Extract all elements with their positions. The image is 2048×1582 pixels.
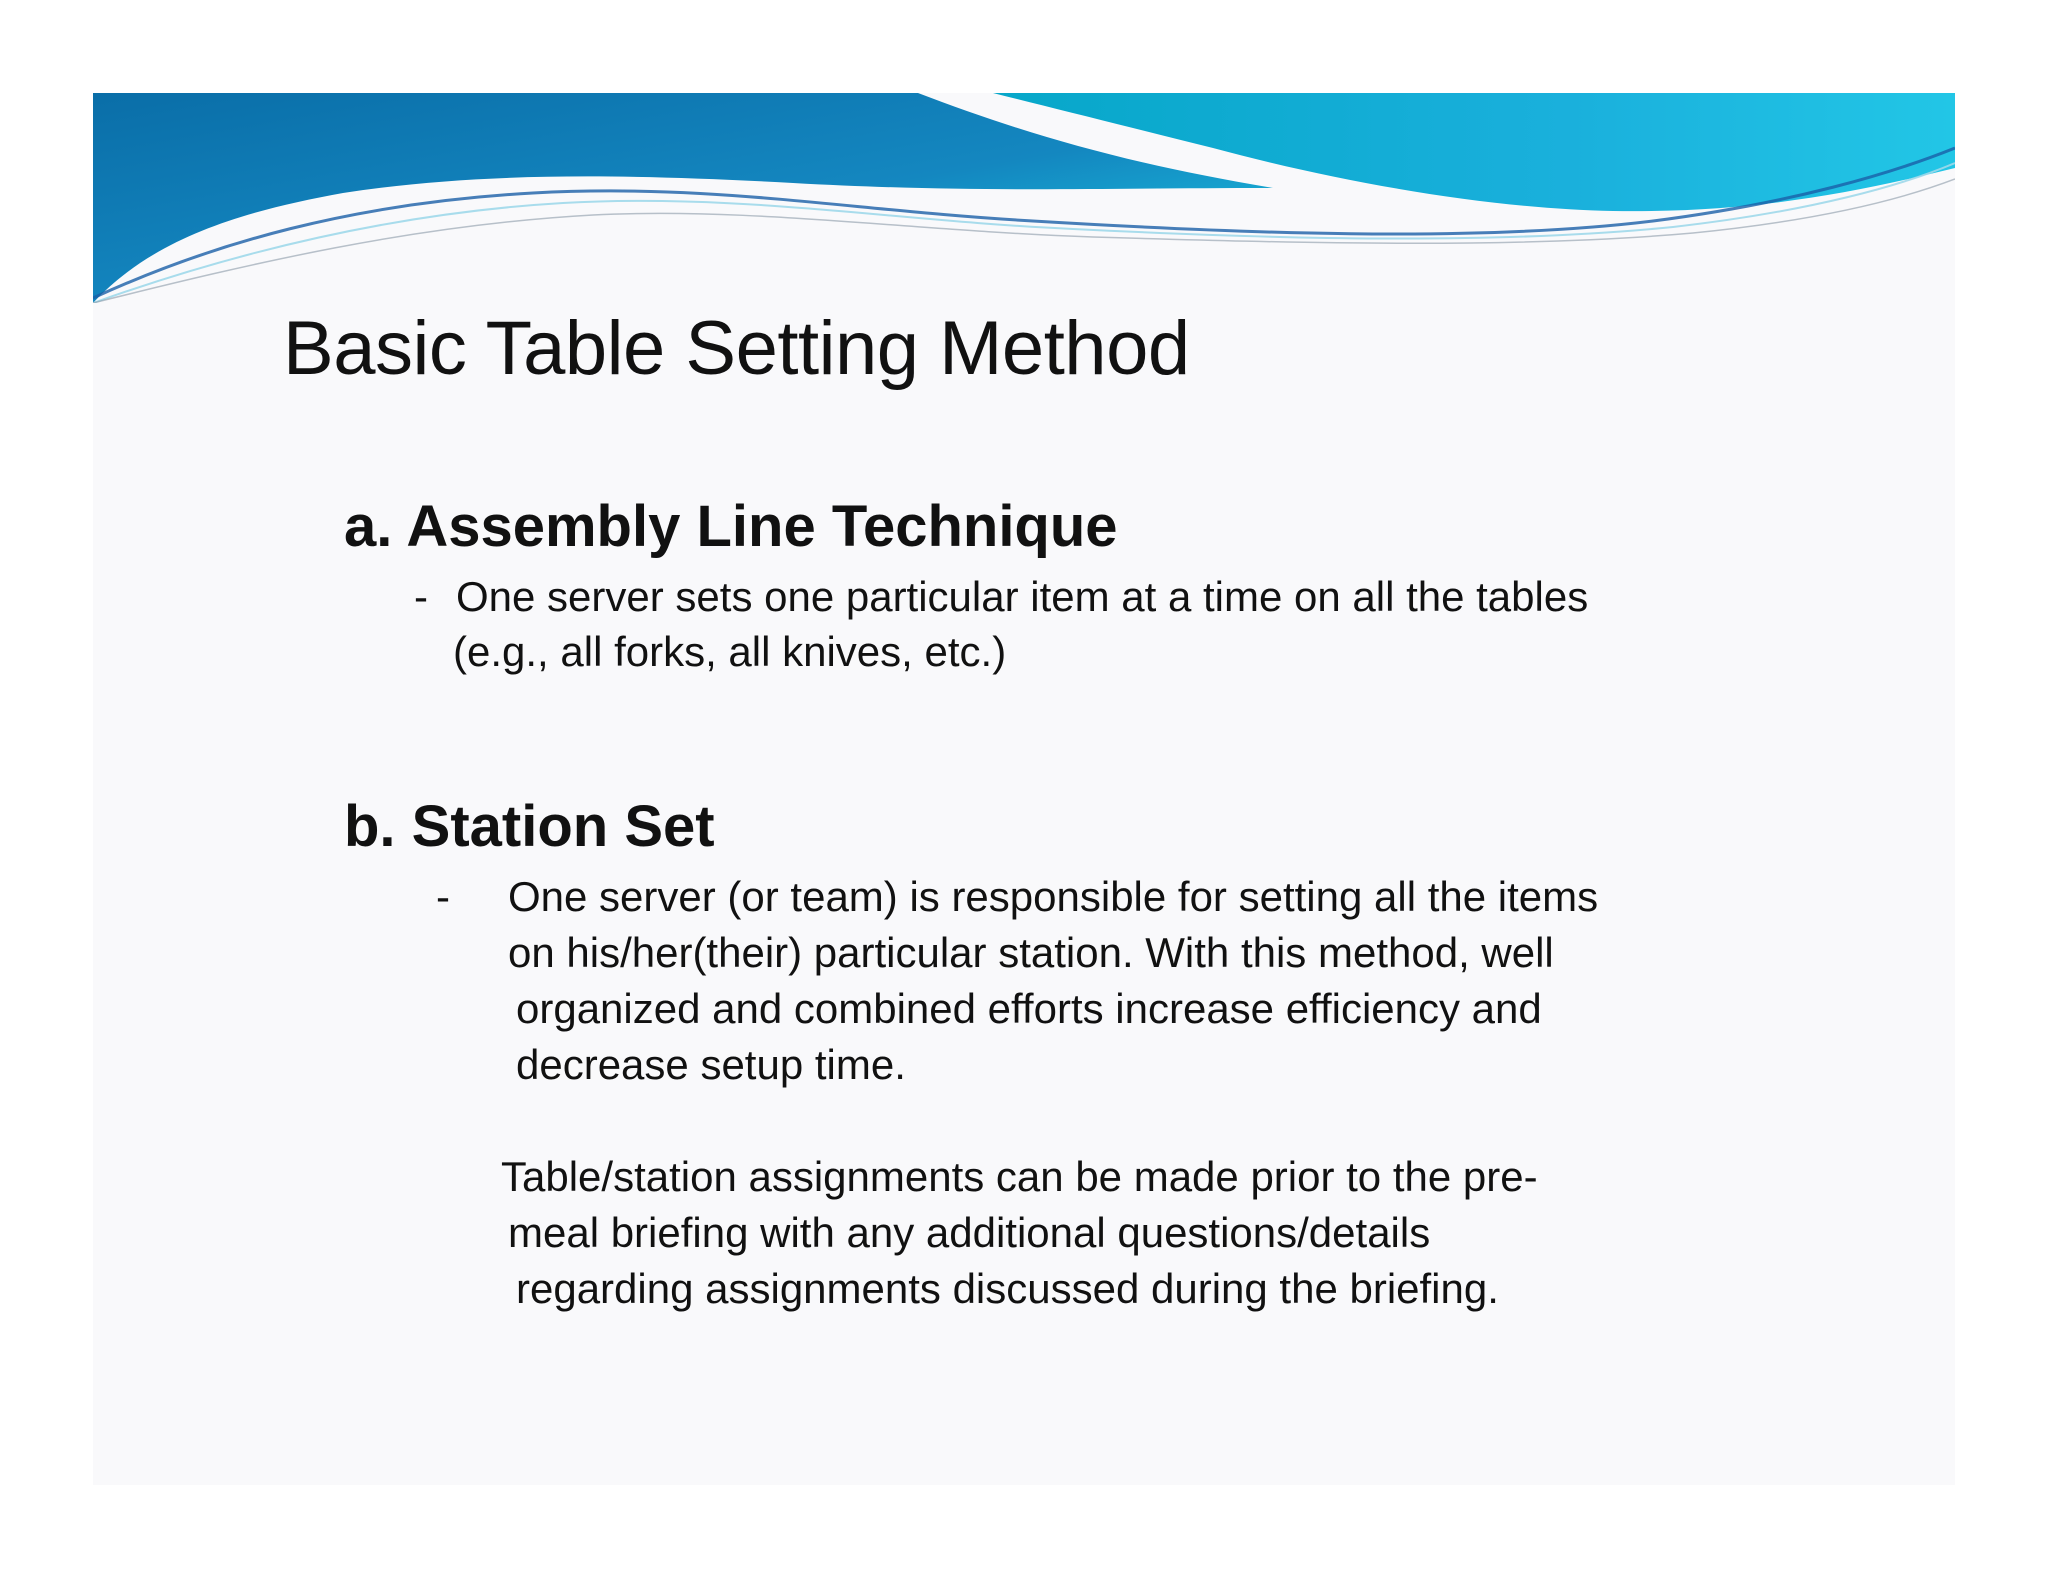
section-a-bullet-marker: - bbox=[414, 573, 428, 620]
section-b-note-line: meal briefing with any additional questions/details bbox=[508, 1209, 1431, 1256]
slide bbox=[93, 93, 1955, 1485]
section-b-bullet-marker: - bbox=[436, 873, 450, 920]
section-a-line: (e.g., all forks, all knives, etc.) bbox=[453, 628, 1007, 675]
section-a-line: One server sets one particular item at a time on all the tables bbox=[456, 573, 1589, 620]
section-b-line: One server (or team) is responsible for setting all the items bbox=[508, 873, 1599, 920]
wave-banner bbox=[93, 93, 1955, 303]
section-b-line: on his/her(their) particular station. With this method, well bbox=[508, 929, 1554, 976]
section-b-heading: b. Station Set bbox=[344, 794, 715, 859]
section-b-line: decrease setup time. bbox=[516, 1041, 906, 1088]
section-a-heading: a. Assembly Line Technique bbox=[344, 494, 1118, 559]
section-b-note-line: regarding assignments discussed during the briefing. bbox=[516, 1265, 1499, 1312]
section-b-line: organized and combined efforts increase efficiency and bbox=[516, 985, 1542, 1032]
slide-title: Basic Table Setting Method bbox=[283, 306, 1190, 391]
wave-left bbox=[93, 93, 1273, 303]
section-b-note-line: Table/station assignments can be made prior to the pre- bbox=[501, 1153, 1538, 1200]
